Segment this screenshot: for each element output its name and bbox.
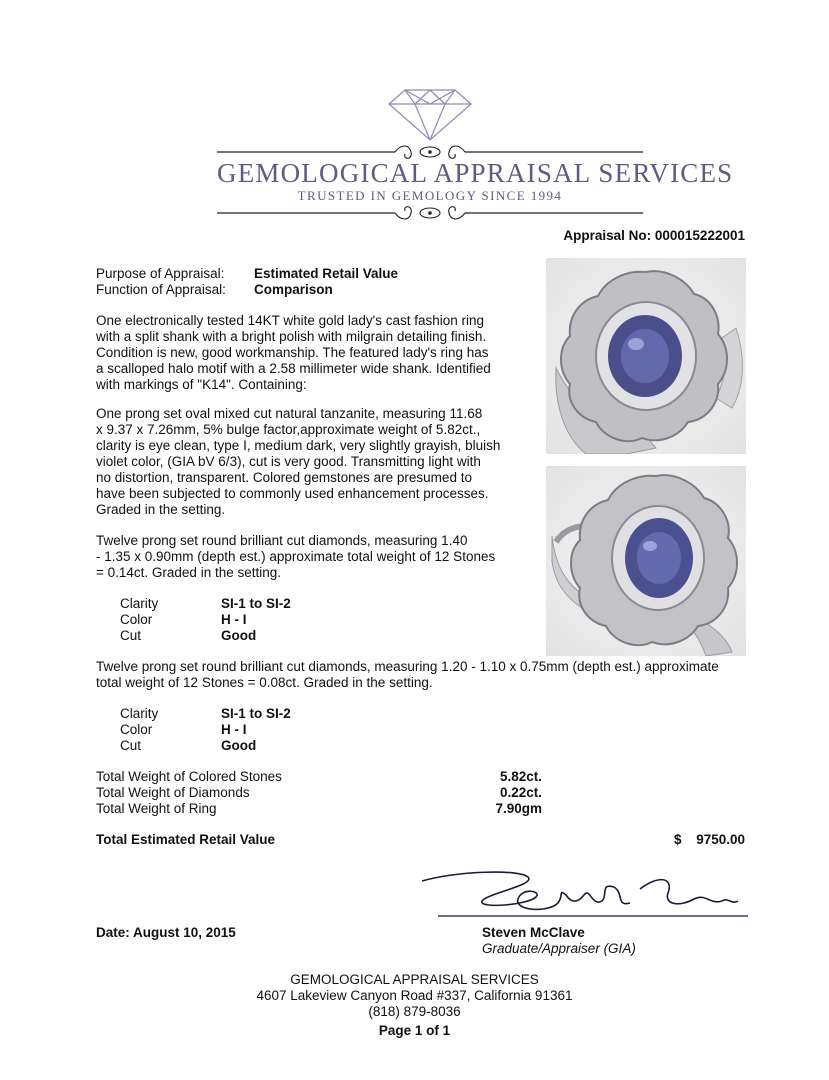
function-label: Function of Appraisal: [96, 282, 226, 297]
total-label: Total Weight of Colored Stones [96, 769, 282, 784]
ring-description [96, 313, 491, 393]
spec-label: Clarity [120, 706, 159, 721]
text-line: clarity is eye clean, type I, medium dark, very slightly grayish, bluish [96, 438, 501, 453]
text-line: Condition is new, good workmanship. The featured lady's ring has [96, 345, 489, 360]
retail-value: 9750.00 [696, 832, 745, 847]
spec-value: Good [221, 738, 257, 753]
text-line: x 9.37 x 7.26mm, 5% bulge factor,approximate weight of 5.82ct., [96, 422, 481, 437]
text-line: violet color, (GIA bV 6/3), cut is very good. Transmitting light with [96, 454, 481, 469]
logo [217, 86, 734, 226]
text-line: = 0.14ct. Graded in the setting. [96, 565, 281, 580]
spec-label: Clarity [120, 596, 159, 611]
company-name: GEMOLOGICAL APPRAISAL SERVICES [217, 158, 734, 188]
text-line: with a split shank with a bright polish with milgrain detailing finish. [96, 329, 487, 344]
appraiser-title: Graduate/Appraiser (GIA) [482, 941, 636, 956]
diamond-icon [387, 86, 473, 142]
footer-company: GEMOLOGICAL APPRAISAL SERVICES [290, 972, 539, 987]
purpose-value: Estimated Retail Value [254, 266, 399, 281]
spec-label: Cut [120, 738, 142, 753]
tanzanite-description [96, 406, 500, 518]
total-value: 0.22ct. [499, 785, 542, 800]
text-line: Graded in the setting. [96, 502, 226, 517]
totals-block [96, 769, 546, 819]
text-line: a scalloped halo motif with a 2.58 millimeter wide shank. Identified [96, 361, 491, 376]
company-tagline: TRUSTED IN GEMOLOGY SINCE 1994 [297, 188, 563, 203]
footer-address: 4607 Lakeview Canyon Road #337, California 91361 [256, 988, 573, 1003]
text-line: no distortion, transparent. Colored gemstones are presumed to [96, 470, 472, 485]
footer-phone: (818) 879-8036 [368, 1004, 461, 1019]
text-line: Twelve prong set round brilliant cut diamonds, measuring 1.20 - 1.10 x 0.75mm (depth est.) approximate [96, 659, 719, 674]
spec-value: SI-1 to SI-2 [221, 706, 291, 721]
signature-icon [418, 865, 748, 921]
text-line: Twelve prong set round brilliant cut diamonds, measuring 1.40 [96, 533, 468, 548]
spec-label: Cut [120, 628, 142, 643]
page-number: Page 1 of 1 [378, 1023, 451, 1038]
spec-value: H - I [221, 722, 247, 737]
diamonds-description-1 [96, 533, 495, 581]
ring-photo-top [546, 258, 746, 454]
flourish-bottom-icon [217, 205, 643, 221]
text-line: total weight of 12 Stones = 0.08ct. Graded in the setting. [96, 675, 433, 690]
total-label: Total Weight of Ring [96, 801, 217, 816]
ring-photo-side [546, 466, 746, 656]
appraiser-name: Steven McClave [482, 925, 585, 940]
spec-value: H - I [221, 612, 247, 627]
retail-label: Total Estimated Retail Value [96, 832, 276, 847]
function-value: Comparison [254, 282, 333, 297]
text-line: have been subjected to commonly used enhancement processes. [96, 486, 489, 501]
text-line: with markings of "K14". Containing: [96, 377, 307, 392]
total-value: 7.90gm [495, 801, 542, 816]
total-label: Total Weight of Diamonds [96, 785, 250, 800]
spec-value: SI-1 to SI-2 [221, 596, 291, 611]
text-line: One electronically tested 14KT white gold lady's cast fashion ring [96, 313, 485, 328]
diamonds-description-2 [96, 659, 719, 691]
total-value: 5.82ct. [499, 769, 542, 784]
appraisal-date: Date: August 10, 2015 [96, 925, 236, 940]
retail-currency: $ [674, 832, 682, 847]
text-line: One prong set oval mixed cut natural tanzanite, measuring 11.68 [96, 406, 483, 421]
text-line: - 1.35 x 0.90mm (depth est.) approximate total weight of 12 Stones [96, 549, 496, 564]
spec-label: Color [120, 722, 153, 737]
purpose-label: Purpose of Appraisal: [96, 266, 225, 281]
spec-value: Good [221, 628, 257, 643]
spec-label: Color [120, 612, 153, 627]
appraisal-number: Appraisal No: 000015222001 [563, 228, 745, 243]
